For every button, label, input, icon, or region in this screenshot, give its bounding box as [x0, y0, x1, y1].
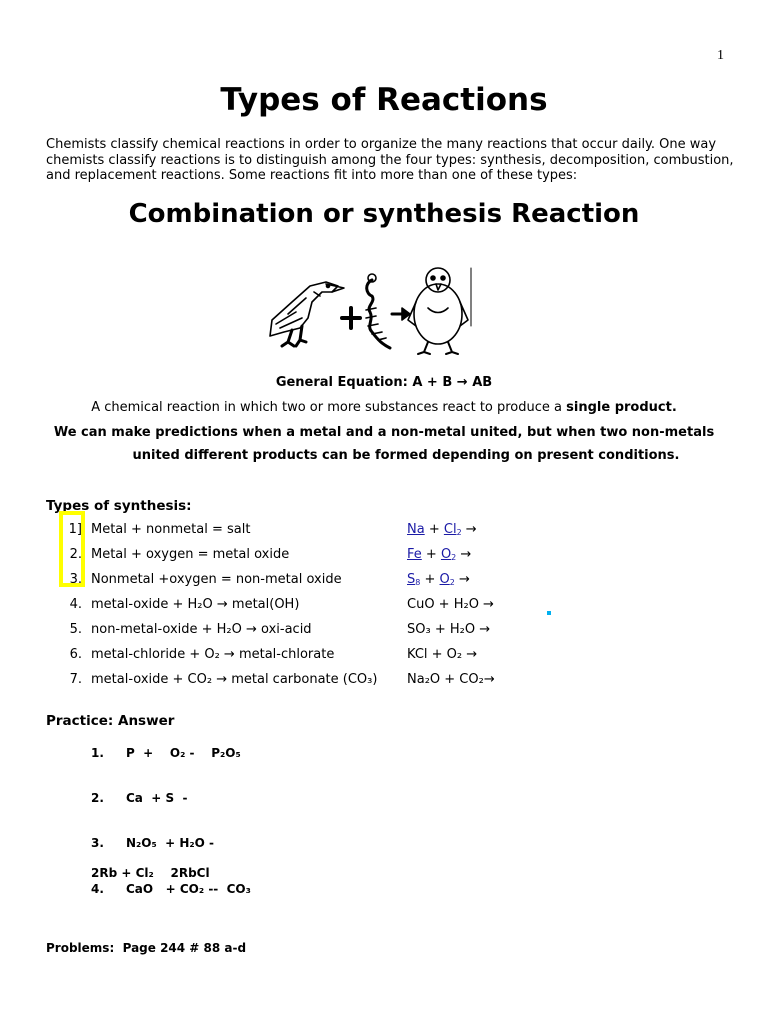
intro-paragraph: Chemists classify chemical reactions in order to organize the many reactions that occur daily. One way chemists classify reactions is to distinguish among the four types: synthesis, decomposition, combustion, and replacement reactions. Some reactions fit into more than one of these types: [46, 137, 734, 183]
practice-number: 2. [91, 791, 104, 805]
arrow-text: → [461, 522, 477, 537]
general-equation: General Equation: A + B → AB [275, 375, 493, 390]
rb-equation: 2Rb + Cl₂ 2RbCl [91, 866, 210, 880]
subscript: 2 [456, 528, 462, 537]
example-equation: KCl + O₂ → [407, 647, 478, 662]
prediction-line-1: We can make predictions when a metal and a non-metal united, but when two non-metals [53, 425, 715, 440]
list-text: metal-chloride + O₂ → metal-chlorate [91, 647, 335, 662]
link-text: O [440, 547, 452, 562]
plus-sign [342, 308, 360, 328]
link-text: O [439, 572, 450, 587]
example-link[interactable]: Na [407, 522, 425, 537]
list-item [0, 522, 768, 542]
list-text: Metal + oxygen = metal oxide [91, 547, 290, 562]
arrow-text: → [456, 547, 472, 562]
definition-bold: single product. [566, 400, 677, 415]
example-link[interactable]: Fe [407, 547, 422, 562]
subscript: 8 [415, 578, 421, 587]
arrow-text: → [454, 572, 470, 587]
list-item [0, 572, 768, 592]
plus-text: + [424, 522, 444, 537]
plus-text: + [421, 547, 441, 562]
example-equation: SO₃ + H₂O → [407, 622, 491, 637]
list-text: Metal + nonmetal = salt [91, 522, 251, 537]
practice-number: 4. [91, 882, 104, 896]
example-equation: CuO + H₂O → [407, 597, 494, 612]
practice-text: N₂O₅ + H₂O - [126, 836, 215, 850]
definition-prefix: A chemical reaction in which two or more substances react to produce a [91, 400, 562, 415]
list-text: Nonmetal +oxygen = non-metal oxide [91, 572, 342, 587]
link-text: S [407, 572, 416, 587]
list-number: 4. [69, 597, 82, 612]
practice-text: P + O₂ - P₂O₅ [126, 746, 241, 760]
subscript: 2 [449, 578, 455, 587]
types-heading: Types of synthesis: [46, 498, 192, 514]
practice-heading: Practice: Answer [46, 713, 175, 729]
page-number: 1 [717, 48, 724, 63]
list-text: metal-oxide + H₂O → metal(OH) [91, 597, 300, 612]
practice-number: 1. [91, 746, 104, 760]
thin-bird-drawing [270, 282, 344, 346]
example-link[interactable] [444, 522, 462, 537]
list-number: 6. [69, 647, 82, 662]
fat-bird-drawing [408, 268, 471, 354]
problems-reference: Problems: Page 244 # 88 a-d [46, 941, 247, 955]
prediction-line-2: united different products can be formed depending on present conditions. [132, 448, 680, 463]
subscript: 2 [451, 553, 457, 562]
list-number: 2. [69, 547, 82, 562]
list-item [0, 647, 768, 667]
definition-text [0, 400, 768, 415]
list-number: 1] [68, 522, 82, 537]
worm-drawing [366, 274, 390, 348]
yellow-highlight-box [59, 511, 85, 587]
example-equation [407, 522, 477, 537]
example-equation: Na₂O + CO₂→ [407, 672, 495, 687]
plus-text: + [420, 572, 440, 587]
link-text: Cl [443, 522, 457, 537]
practice-text: CaO + CO₂ -- CO₃ [126, 882, 251, 896]
example-link[interactable] [441, 547, 456, 562]
list-item [0, 597, 768, 617]
example-link[interactable] [407, 572, 420, 587]
list-item [0, 672, 768, 692]
page-title: Types of Reactions [220, 82, 548, 118]
list-number: 7. [69, 672, 82, 687]
arrow-shape [392, 308, 410, 320]
list-number: 5. [69, 622, 82, 637]
list-text: metal-oxide + CO₂ → metal carbonate (CO₃) [91, 672, 378, 687]
list-item [0, 547, 768, 567]
list-number: 3. [69, 572, 82, 587]
cursor-dot [547, 611, 551, 615]
synthesis-cartoon-illustration [262, 262, 478, 358]
list-text: non-metal-oxide + H₂O → oxi-acid [91, 622, 312, 637]
example-equation [407, 547, 471, 562]
practice-text: Ca + S - [126, 791, 188, 805]
example-equation [407, 572, 470, 587]
practice-number: 3. [91, 836, 104, 850]
list-item [0, 622, 768, 642]
section-title: Combination or synthesis Reaction [128, 199, 640, 229]
example-link[interactable] [440, 572, 455, 587]
